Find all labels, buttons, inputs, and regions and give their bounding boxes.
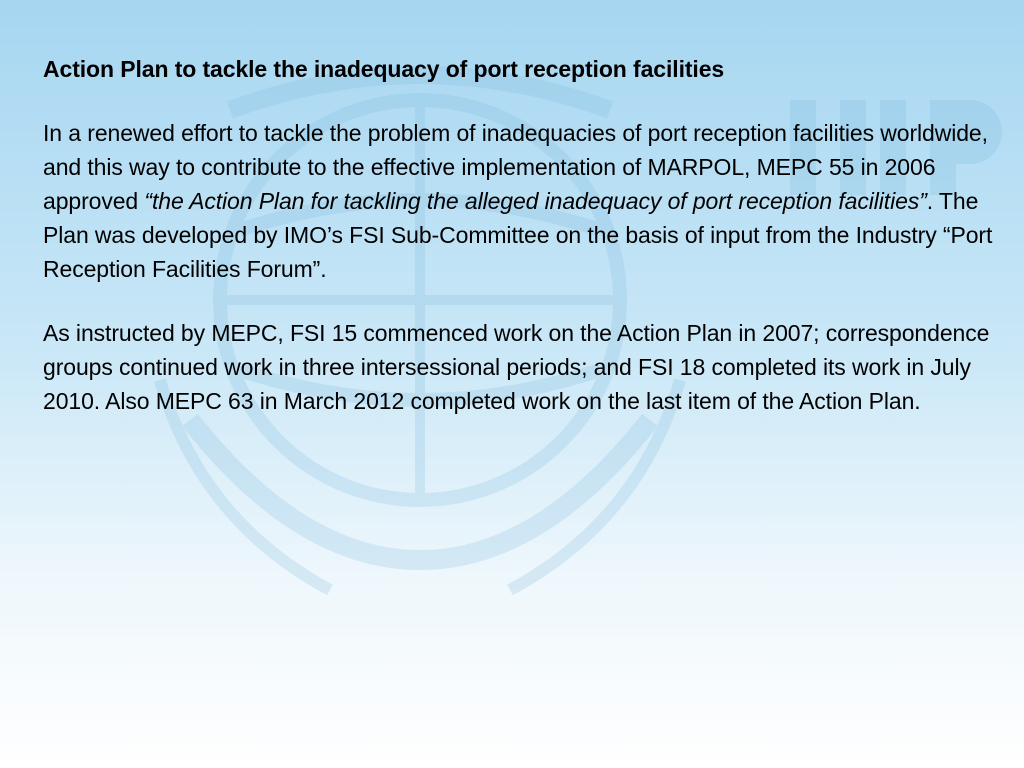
slide-content xyxy=(43,52,1003,448)
paragraph-work-history: As instructed by MEPC, FSI 15 commenced work on the Action Plan in 2007; correspondence groups continued work in three intersessional periods; and FSI 18 completed its work in July 2010. Also MEPC 63 in March 2012 completed work on the last item of the Action Plan. xyxy=(43,320,990,414)
paragraph1-text-start: In a renewed effort to tackle the problem of inadequacies of port reception facilities worldwide, and this way to contribute to the effective implementation of MARPOL, MEPC 55 in 2006 approved xyxy=(43,120,988,214)
paragraph1-italic-quote: “the Action Plan for tackling the alleged inadequacy of port reception facilities” xyxy=(144,188,927,214)
paragraph1-text-end: . The Plan was developed by IMO’s FSI Sub-Committee on the basis of input from the Industry “Port Reception Facilities Forum”. xyxy=(43,188,993,282)
slide-heading: Action Plan to tackle the inadequacy of port reception facilities xyxy=(43,56,725,82)
paragraph-action-plan-approval xyxy=(43,116,1003,286)
